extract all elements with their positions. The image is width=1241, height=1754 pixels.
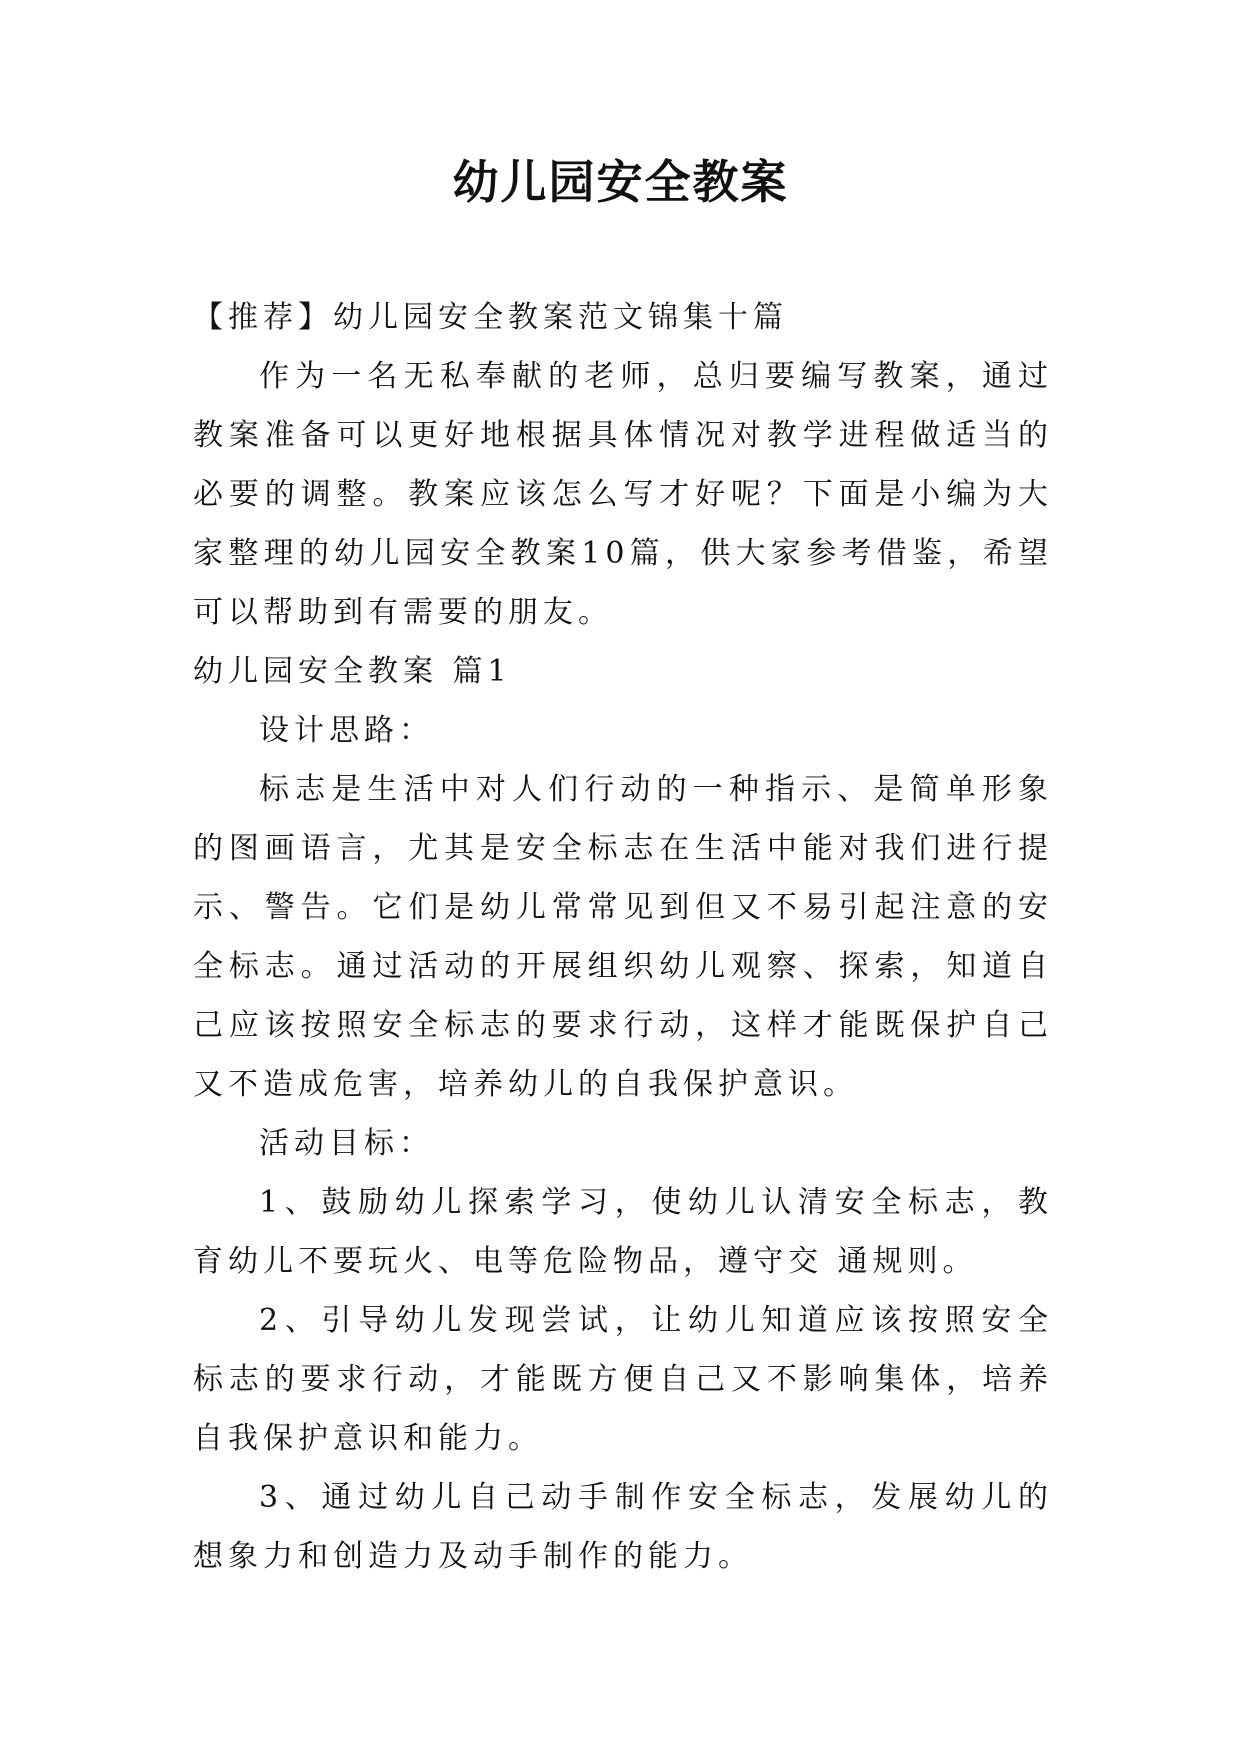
design-idea-paragraph: 标志是生活中对人们行动的一种指示、是简单形象的图画语言，尤其是安全标志在生活中能对我们进行提示、警告。它们是幼儿常常见到但又不易引起注意的安全标志。通过活动的开展组织幼儿观察、探索，知道自己应该按照安全标志的要求行动，这样才能既保护自己又不造成危害，培养幼儿的自我保护意识。 [193, 772, 1053, 1102]
document-title: 幼儿园安全教案 [452, 155, 789, 209]
document-body [193, 288, 1053, 1586]
section-heading: 幼儿园安全教案 篇1 [193, 654, 512, 689]
goal-item-1: 1、鼓励幼儿探索学习，使幼儿认清安全标志，教育幼儿不要玩火、电等危险物品，遵守交 通规则。 [193, 1185, 1053, 1279]
activity-goals-heading: 活动目标： [259, 1126, 434, 1161]
goal-item-3: 3、通过幼儿自己动手制作安全标志，发展幼儿的想象力和创造力及动手制作的能力。 [193, 1480, 1053, 1574]
intro-paragraph: 作为一名无私奉献的老师，总归要编写教案，通过教案准备可以更好地根据具体情况对教学进程做适当的必要的调整。教案应该怎么写才好呢？下面是小编为大家整理的幼儿园安全教案10篇，供大家参考借鉴，希望可以帮助到有需要的朋友。 [193, 359, 1053, 630]
goal-item-2: 2、引导幼儿发现尝试，让幼儿知道应该按照安全标志的要求行动，才能既方便自己又不影响集体，培养自我保护意识和能力。 [193, 1303, 1053, 1456]
design-idea-heading: 设计思路： [259, 713, 434, 748]
recommendation-heading: 【推荐】幼儿园安全教案范文锦集十篇 [193, 300, 788, 335]
